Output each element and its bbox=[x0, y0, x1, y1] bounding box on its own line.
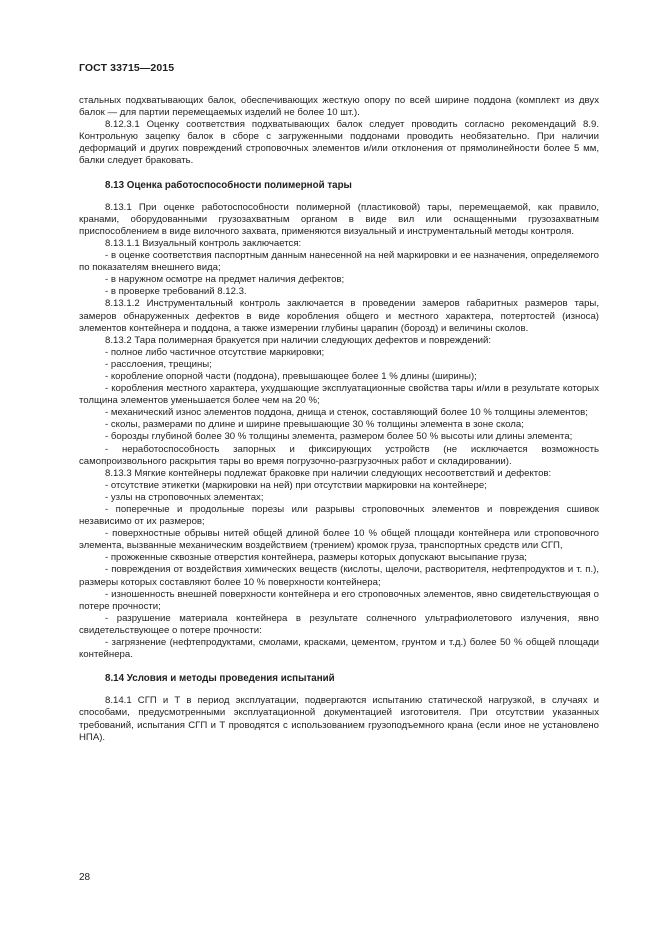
list-item: - коробления местного характера, ухудшающие эксплуатационные свойства тары и/или в результате которых толщина элементов уменьшается более чем на 20 %; bbox=[79, 383, 599, 407]
paragraph-continuation: стальных подхватывающих балок, обеспечивающих жесткую опору по всей ширине поддона (комплект из двух балок — для партии перемещаемых изделий не более 10 шт.). bbox=[79, 95, 599, 119]
list-item: - прожженные сквозные отверстия контейнера, размеры которых допускают высыпание груза; bbox=[105, 552, 527, 564]
list-item: - неработоспособность запорных и фиксирующих устройств (не исключается возможность самопроизвольного раскрытия тары во время погрузочно-разгрузочных работ и складировании). bbox=[79, 443, 599, 467]
document-standard-id: ГОСТ 33715—2015 bbox=[79, 62, 175, 74]
paragraph-8-13-1: 8.13.1 При оценке работоспособности полимерной (пластиковой) тары, перемещаемой, как правило, кранами, оборудованными грузозахватным органом в виде вил или оснащенными грузозахватным приспособлением в виде вилочного захвата, применяются визуальный и инструментальный методы контроля. bbox=[79, 201, 599, 237]
list-item: - разрушение материала контейнера в результате солнечного ультрафиолетового излучения, явно свидетельствующее о потере прочности: bbox=[79, 612, 599, 636]
list-item: - коробление опорной части (поддона), превышающее более 1 % длины (ширины); bbox=[105, 370, 477, 382]
paragraph-8-13-1-1: 8.13.1.1 Визуальный контроль заключается: bbox=[105, 237, 302, 249]
page-number: 28 bbox=[79, 872, 91, 883]
list-item: - поперечные и продольные порезы или разрывы строповочных элементов и повреждения сшивок независимо от их размеров; bbox=[79, 504, 599, 528]
list-item: - загрязнение (нефтепродуктами, смолами, красками, цементом, грунтом и т.д.) более 50 % общей площади контейнера. bbox=[79, 637, 599, 661]
list-item: - расслоения, трещины; bbox=[105, 358, 212, 370]
paragraph-8-13-2: 8.13.2 Тара полимерная бракуется при наличии следующих дефектов и повреждений: bbox=[105, 334, 492, 346]
list-item: - поверхностные обрывы нитей общей длиной более 10 % общей площади контейнера или строповочного элемента, вызванные механическим воздействием (трением) кромок груза, транспортных средств или СГП, bbox=[79, 528, 599, 552]
section-heading-8-14: 8.14 Условия и методы проведения испытаний bbox=[105, 673, 335, 685]
document-body bbox=[79, 95, 599, 744]
paragraph-8-13-3: 8.13.3 Мягкие контейнеры подлежат браковке при наличии следующих несоответствий и дефектов: bbox=[105, 467, 552, 479]
list-item: - полное либо частичное отсутствие маркировки; bbox=[105, 346, 325, 358]
list-item: - отсутствие этикетки (маркировки на ней) при отсутствии маркировки на контейнере; bbox=[105, 479, 487, 491]
section-heading-8-13: 8.13 Оценка работоспособности полимерной тары bbox=[105, 179, 352, 191]
list-item: - борозды глубиной более 30 % толщины элемента, размером более 50 % высоты или длины элемента; bbox=[105, 431, 573, 443]
list-item: - механический износ элементов поддона, днища и стенок, составляющий более 10 % толщины элементов; bbox=[105, 407, 588, 419]
list-item: - сколы, размерами по длине и ширине превышающие 30 % толщины элемента в зоне скола; bbox=[105, 419, 524, 431]
list-item: - узлы на строповочных элементах; bbox=[105, 491, 264, 503]
list-item: - в проверке требований 8.12.3. bbox=[105, 286, 247, 298]
paragraph-8-12-3-1: 8.12.3.1 Оценку соответствия подхватывающих балок следует проводить согласно рекомендаций 8.9. Контрольную зацепку балок в сборе с загруженными поддонами проводить необязательно. При наличии деформаций и других повреждений строповочных элементов и/или отклонения от прямолинейности более 5 мм, балки следует браковать. bbox=[79, 119, 599, 167]
paragraph-8-14-1: 8.14.1 СГП и Т в период эксплуатации, подвергаются испытанию статической нагрузкой, в случаях и способами, предусмотренными эксплуатационной документацией изготовителя. При отсутствии указанных требований, испытания СГП и Т проводятся с использованием грузоподъемного крана (если иное не установлено НПА). bbox=[79, 695, 599, 743]
list-item: - повреждения от воздействия химических веществ (кислоты, щелочи, растворителя, нефтепродуктов и т. п.), размеры которых составляют более 10 % поверхности контейнера; bbox=[79, 564, 599, 588]
list-item: - в наружном осмотре на предмет наличия дефектов; bbox=[105, 274, 345, 286]
list-item: - в оценке соответствия паспортным данным нанесенной на ней маркировки и ее назначения, определяемого по показателям внешнего вида; bbox=[79, 250, 599, 274]
paragraph-8-13-1-2: 8.13.1.2 Инструментальный контроль заключается в проведении замеров габаритных размеров тары, замеров обнаруженных дефектов в виде коробления общего и местного характера, потертостей (износа) элементов контейнера и поддона, а также измерении глубины царапин (борозд) и величины сколов. bbox=[79, 298, 599, 334]
list-item: - изношенность внешней поверхности контейнера и его строповочных элементов, явно свидетельствующая о потере прочности; bbox=[79, 588, 599, 612]
